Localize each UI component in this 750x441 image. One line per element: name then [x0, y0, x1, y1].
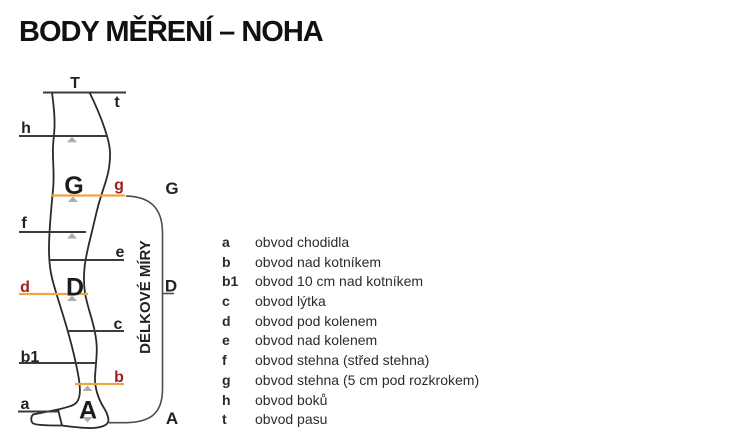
legend-row: [222, 253, 552, 273]
marker-t: t: [114, 94, 120, 111]
legend: [222, 233, 552, 430]
legend-key-b: b: [222, 253, 231, 270]
marker-b-red: b: [114, 369, 124, 386]
legend-key-b1: b1: [222, 273, 239, 290]
marker-D-right: D: [164, 276, 178, 296]
legend-key-d: d: [222, 312, 231, 329]
legend-key-a: a: [222, 234, 230, 250]
legend-desc-e: obvod nad kolenem: [255, 332, 378, 349]
legend-row: [222, 410, 552, 430]
toe-cap-seam: [58, 410, 62, 426]
marker-b1: b1: [20, 349, 40, 366]
marker-A-right: A: [165, 409, 179, 428]
leg-diagram: [0, 60, 210, 441]
legend-desc-b1: obvod 10 cm nad kotníkem: [255, 273, 424, 290]
legend-row: [222, 312, 552, 332]
page-title: BODY MĚŘENÍ – NOHA: [19, 16, 323, 48]
legend-row: [222, 272, 552, 292]
marker-A-big: A: [78, 396, 98, 425]
length-axis-label: DÉLKOVÉ MÍRY: [137, 240, 154, 354]
legend-desc-t: obvod pasu: [255, 411, 328, 428]
legend-row: [222, 371, 552, 391]
legend-desc-a: obvod chodidla: [255, 234, 350, 250]
marker-D-big: D: [65, 273, 85, 302]
marker-G-right: G: [165, 179, 179, 198]
legend-desc-g: obvod stehna (5 cm pod rozkrokem): [255, 371, 480, 388]
marker-c: c: [113, 316, 123, 333]
triangle-up-f: [67, 233, 77, 239]
legend-key-c: c: [222, 293, 230, 310]
marker-e: e: [115, 244, 125, 261]
marker-G-big: G: [64, 172, 84, 200]
marker-h: h: [21, 120, 31, 137]
marker-a: a: [20, 396, 30, 413]
triangle-up-b: [83, 386, 93, 392]
legend-desc-b: obvod nad kotníkem: [255, 253, 382, 270]
legend-desc-f: obvod stehna (střed stehna): [255, 352, 430, 369]
marker-T: T: [70, 75, 80, 92]
legend-desc-c: obvod lýtka: [255, 293, 326, 310]
legend-desc-h: obvod boků: [255, 391, 328, 408]
legend-desc-d: obvod pod kolenem: [255, 312, 378, 329]
legend-row: [222, 233, 552, 253]
marker-f: f: [21, 215, 27, 232]
legend-key-e: e: [222, 332, 230, 349]
legend-row: [222, 292, 552, 312]
legend-key-g: g: [222, 371, 231, 388]
legend-row: [222, 331, 552, 351]
marker-d-red: d: [20, 279, 30, 296]
legend-key-h: h: [222, 391, 231, 408]
legend-key-f: f: [222, 352, 227, 369]
legend-row: [222, 391, 552, 411]
triangle-up-h: [67, 137, 77, 143]
legend-key-t: t: [222, 411, 227, 428]
marker-g-red: g: [114, 177, 124, 194]
legend-row: [222, 351, 552, 371]
